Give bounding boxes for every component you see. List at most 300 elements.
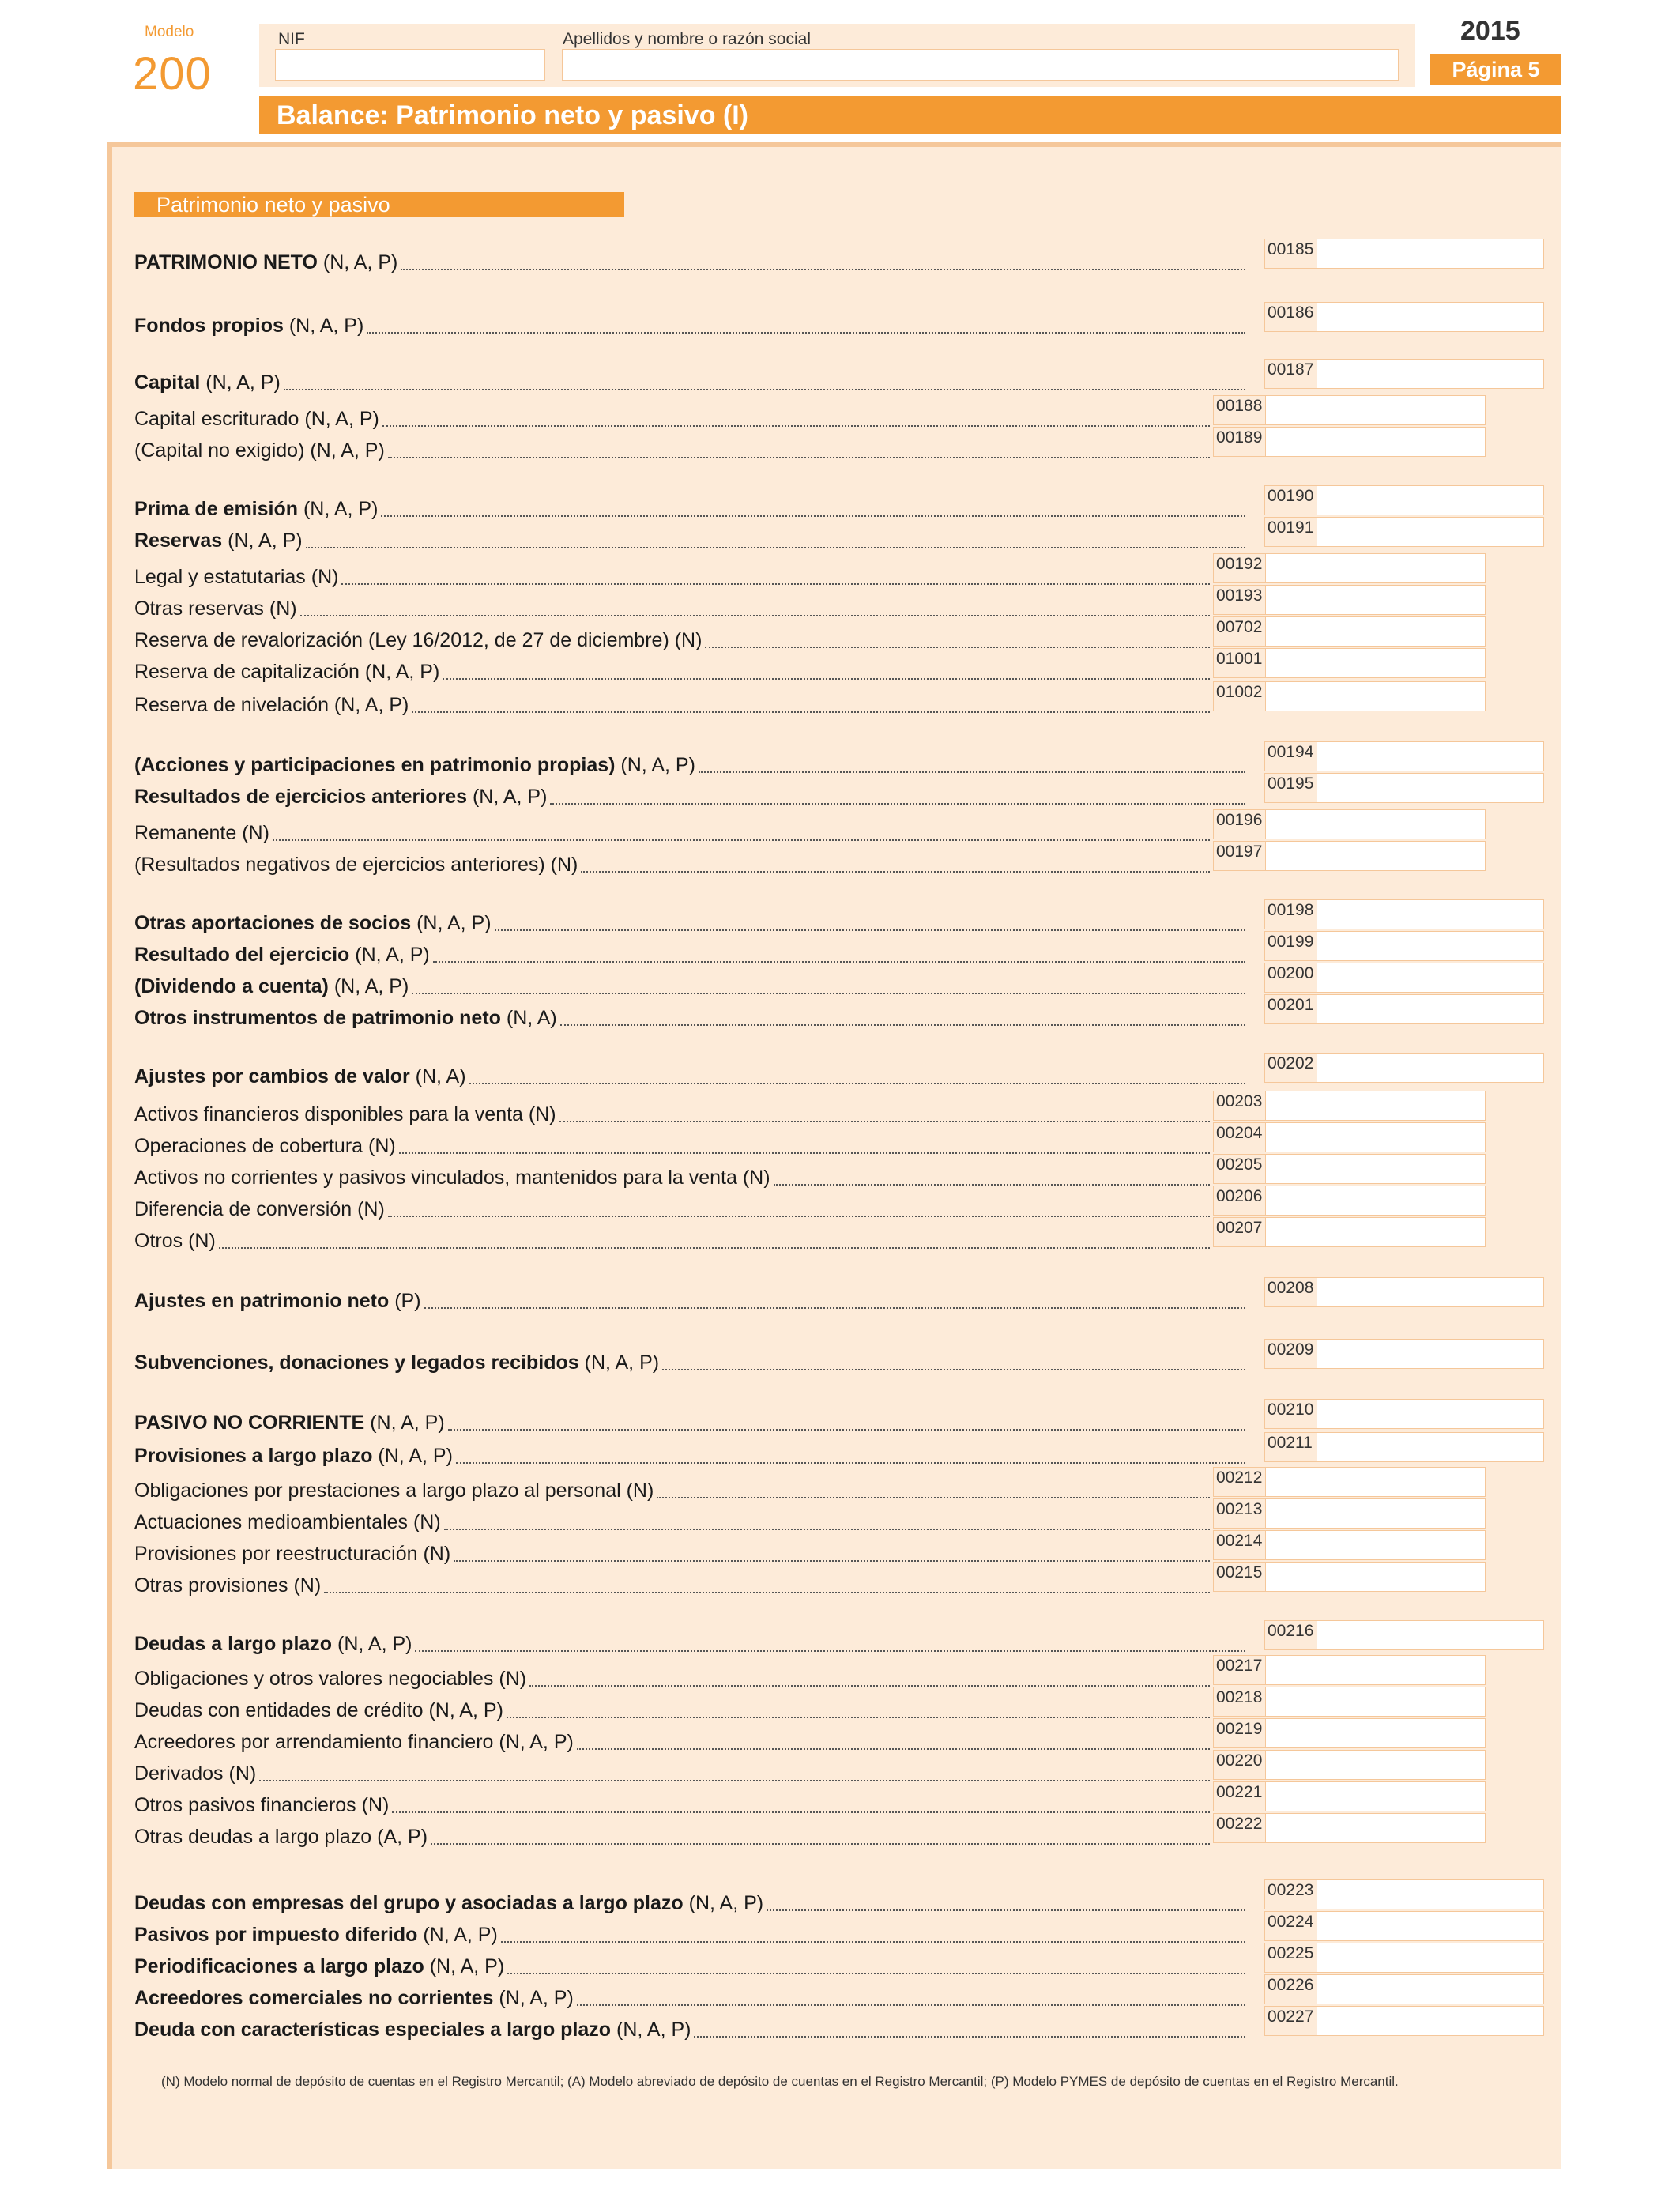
row-label-text: (N, A, P) — [615, 754, 695, 776]
form-row — [134, 1004, 1249, 1032]
box-code: 00212 — [1214, 1468, 1266, 1496]
amount-field[interactable] — [1213, 1530, 1486, 1560]
row-label-text: (N, A) — [409, 1065, 466, 1088]
box-code: 00202 — [1265, 1054, 1317, 1082]
form-row — [134, 1163, 1213, 1192]
box-code: 00200 — [1265, 963, 1317, 992]
form-row — [134, 1227, 1213, 1255]
box-code: 00216 — [1265, 1621, 1317, 1649]
row-label — [134, 1696, 503, 1725]
amount-field[interactable] — [1213, 1750, 1486, 1780]
box-code: 00186 — [1265, 303, 1317, 331]
dot-leader — [443, 678, 1210, 680]
form-row — [134, 1540, 1213, 1568]
dot-leader — [454, 1560, 1210, 1562]
row-label-bold: Ajustes en patrimonio neto — [134, 1290, 390, 1312]
row-label-text: Otros pasivos financieros (N) — [134, 1794, 390, 1816]
row-label-text: Reserva de revalorización (Ley 16/2012, de 27 de diciembre) (N) — [134, 629, 703, 651]
amount-field[interactable] — [1264, 931, 1544, 961]
box-code: 00219 — [1214, 1719, 1266, 1747]
box-code: 00220 — [1214, 1751, 1266, 1779]
box-code: 00199 — [1265, 932, 1317, 960]
row-label — [134, 782, 547, 811]
amount-field[interactable] — [1213, 395, 1486, 425]
row-label — [134, 1630, 412, 1658]
form-row — [134, 1952, 1249, 1981]
row-label-text: (N, A, P) — [364, 1412, 445, 1434]
row-label-bold: Subvenciones, donaciones y legados recibidos — [134, 1351, 579, 1374]
row-label — [134, 626, 702, 654]
row-label-text: (N, A, P) — [411, 912, 492, 934]
dot-leader — [657, 1497, 1210, 1498]
amount-field[interactable] — [1213, 841, 1486, 871]
row-label-text: (N, A, P) — [200, 371, 281, 394]
form-row — [134, 1630, 1249, 1658]
box-code: 00226 — [1265, 1975, 1317, 2004]
row-label — [134, 972, 409, 1001]
row-label-text: Otras reservas (N) — [134, 598, 297, 620]
row-label — [134, 1540, 450, 1568]
row-label-text: Deudas con entidades de crédito (N, A, P) — [134, 1699, 503, 1721]
amount-field[interactable] — [1213, 585, 1486, 615]
row-label — [134, 1921, 498, 1949]
form-row — [134, 1408, 1249, 1437]
amount-field[interactable] — [1264, 359, 1544, 389]
form-row — [134, 1664, 1213, 1693]
form-row — [134, 1442, 1249, 1470]
row-label-bold: Ajustes por cambios de valor — [134, 1065, 410, 1088]
row-label-bold: Capital — [134, 371, 201, 394]
amount-field[interactable] — [1213, 681, 1486, 711]
name-field[interactable] — [562, 49, 1399, 81]
dot-leader — [550, 803, 1245, 805]
amount-field[interactable] — [1213, 1122, 1486, 1152]
row-label — [134, 1759, 256, 1788]
form-row — [134, 1062, 1249, 1091]
row-label — [134, 248, 397, 277]
box-code: 00194 — [1265, 742, 1317, 771]
box-code: 00227 — [1265, 2007, 1317, 2035]
row-label-text: (N, A, P) — [683, 1892, 764, 1914]
row-label — [134, 751, 695, 779]
row-label-bold: Resultado del ejercicio — [134, 944, 350, 966]
amount-field[interactable] — [1213, 427, 1486, 457]
row-label — [134, 526, 303, 555]
form-row — [134, 1195, 1213, 1223]
form-row — [134, 1476, 1213, 1505]
form-row — [134, 972, 1249, 1001]
amount-field[interactable] — [1213, 648, 1486, 678]
form-row — [134, 691, 1213, 719]
amount-field[interactable] — [1264, 485, 1544, 515]
row-label — [134, 1952, 504, 1981]
modelo-label: Modelo — [145, 24, 194, 40]
box-code: 00207 — [1214, 1218, 1266, 1246]
row-label — [134, 436, 385, 465]
row-label — [134, 1348, 659, 1377]
row-label-text: (Capital no exigido) (N, A, P) — [134, 439, 385, 462]
row-label-bold: Deuda con características especiales a largo plazo — [134, 2019, 612, 2041]
row-label-bold: Pasivos por impuesto diferido — [134, 1924, 418, 1946]
box-code: 00193 — [1214, 586, 1266, 614]
box-code: 00208 — [1265, 1278, 1317, 1306]
row-label-bold: Reservas — [134, 530, 223, 552]
amount-field[interactable] — [1264, 1974, 1544, 2004]
row-label-text: Otras deudas a largo plazo (A, P) — [134, 1826, 428, 1848]
year: 2015 — [1460, 16, 1520, 46]
row-label — [134, 1408, 445, 1437]
form-row — [134, 782, 1249, 811]
dot-leader — [388, 457, 1210, 458]
dot-leader — [284, 389, 1245, 390]
row-label-text: Diferencia de conversión (N) — [134, 1198, 385, 1220]
form-row — [134, 850, 1213, 879]
amount-field[interactable] — [1264, 1432, 1544, 1462]
box-code: 00224 — [1265, 1912, 1317, 1940]
row-label — [134, 1664, 526, 1693]
row-label-text: Reserva de nivelación (N, A, P) — [134, 694, 409, 716]
dot-leader — [529, 1685, 1210, 1687]
amount-field[interactable] — [1264, 1053, 1544, 1083]
row-label-text: Capital escriturado (N, A, P) — [134, 408, 379, 430]
row-label — [134, 1163, 770, 1192]
row-label — [134, 1728, 574, 1756]
row-label — [134, 311, 363, 340]
dot-leader — [501, 1941, 1245, 1943]
dot-leader — [559, 1121, 1210, 1122]
dot-leader — [456, 1462, 1245, 1464]
dot-leader — [662, 1369, 1245, 1370]
row-label-bold: Otras aportaciones de socios — [134, 912, 412, 934]
row-label-bold: PATRIMONIO NETO — [134, 251, 318, 273]
row-label-text: (N, A, P) — [424, 1955, 505, 1977]
dot-leader — [507, 1973, 1245, 1974]
amount-field[interactable] — [1264, 1943, 1544, 1973]
form-row — [134, 311, 1249, 340]
row-label-bold: Prima de emisión — [134, 498, 299, 520]
box-code: 00214 — [1214, 1531, 1266, 1559]
amount-field[interactable] — [1264, 1879, 1544, 1909]
box-code: 00201 — [1265, 995, 1317, 1023]
row-label — [134, 2015, 691, 2044]
row-label-text: (N, A, P) — [467, 786, 548, 808]
row-label — [134, 1100, 556, 1129]
row-label-bold: (Dividendo a cuenta) — [134, 975, 329, 997]
row-label-text: (N, A, P) — [578, 1351, 660, 1374]
form-row — [134, 368, 1249, 397]
dot-leader — [469, 1083, 1245, 1084]
row-label — [134, 1287, 421, 1315]
row-label — [134, 495, 378, 523]
amount-field[interactable] — [1264, 773, 1544, 803]
form-row — [134, 751, 1249, 779]
row-label-text: Operaciones de cobertura (N) — [134, 1135, 396, 1157]
row-label-text: (N, A, P) — [611, 2019, 691, 2041]
dot-leader — [259, 1780, 1210, 1781]
dot-leader — [381, 515, 1245, 517]
page-badge: Página 5 — [1430, 54, 1561, 85]
row-label-bold: Fondos propios — [134, 315, 284, 337]
row-label-text: (N, A, P) — [317, 251, 398, 273]
dot-leader — [424, 1307, 1245, 1309]
row-label — [134, 819, 269, 847]
dot-leader — [392, 1811, 1210, 1813]
dot-leader — [577, 2004, 1245, 2006]
row-label — [134, 1791, 389, 1819]
amount-field[interactable] — [1213, 1718, 1486, 1748]
row-label-text: (N, A, P) — [298, 498, 379, 520]
amount-field[interactable] — [1264, 741, 1544, 771]
amount-field[interactable] — [1213, 1687, 1486, 1717]
row-label-text: (N, A, P) — [283, 315, 364, 337]
form-row — [134, 563, 1213, 591]
amount-field[interactable] — [1213, 616, 1486, 647]
box-code: 00223 — [1265, 1880, 1317, 1909]
dot-leader — [507, 1717, 1210, 1718]
amount-field[interactable] — [1264, 1277, 1544, 1307]
box-code: 00204 — [1214, 1123, 1266, 1152]
row-label-text: (N, A, P) — [372, 1445, 453, 1467]
row-label-text: (N, A, P) — [493, 1987, 574, 2009]
row-label-text: (N, A, P) — [328, 975, 409, 997]
row-label — [134, 1442, 453, 1470]
row-label — [134, 563, 338, 591]
modelo-number: 200 — [133, 48, 212, 100]
box-code: 00206 — [1214, 1186, 1266, 1215]
dot-leader — [705, 647, 1210, 648]
box-code: 00192 — [1214, 554, 1266, 582]
row-label-text: Actuaciones medioambientales (N) — [134, 1511, 441, 1533]
box-code: 00196 — [1214, 810, 1266, 839]
box-code: 00188 — [1214, 396, 1266, 424]
row-label — [134, 1004, 557, 1032]
amount-field[interactable] — [1264, 963, 1544, 993]
box-code: 01002 — [1214, 682, 1266, 711]
row-label-bold: Deudas a largo plazo — [134, 1633, 333, 1655]
amount-field[interactable] — [1264, 1911, 1544, 1941]
box-code: 00211 — [1265, 1433, 1317, 1461]
dot-leader — [448, 1429, 1245, 1431]
row-label — [134, 1062, 466, 1091]
form-row — [134, 1696, 1213, 1725]
row-label-text: (Resultados negativos de ejercicios anteriores) (N) — [134, 854, 578, 876]
amount-field[interactable] — [1213, 1562, 1486, 1592]
row-label — [134, 1132, 396, 1160]
dot-leader — [399, 1152, 1210, 1154]
amount-field[interactable] — [1213, 1781, 1486, 1811]
dot-leader — [401, 269, 1245, 270]
amount-field[interactable] — [1213, 1154, 1486, 1184]
form-row — [134, 1889, 1249, 1917]
row-label-bold: Resultados de ejercicios anteriores — [134, 786, 468, 808]
amount-field[interactable] — [1213, 553, 1486, 583]
row-label — [134, 1195, 385, 1223]
form-row — [134, 658, 1213, 686]
amount-field[interactable] — [1264, 239, 1544, 269]
dot-leader — [577, 1748, 1210, 1750]
nif-field[interactable] — [275, 49, 545, 81]
name-label: Apellidos y nombre o razón social — [563, 30, 811, 48]
form-row — [134, 1921, 1249, 1949]
box-code: 00191 — [1265, 518, 1317, 546]
box-code: 00198 — [1265, 900, 1317, 929]
amount-field[interactable] — [1264, 1339, 1544, 1369]
dot-leader — [273, 839, 1210, 841]
box-code: 00210 — [1265, 1400, 1317, 1428]
form-row — [134, 594, 1213, 623]
row-label-bold: Acreedores comerciales no corrientes — [134, 1987, 494, 2009]
box-code: 00197 — [1214, 842, 1266, 870]
form-row — [134, 1132, 1213, 1160]
row-label-bold: Provisiones a largo plazo — [134, 1445, 373, 1467]
row-label-text: Activos no corrientes y pasivos vinculados, mantenidos para la venta (N) — [134, 1167, 770, 1189]
row-label-text: Otros (N) — [134, 1230, 216, 1252]
dot-leader — [300, 615, 1210, 616]
amount-field[interactable] — [1264, 1399, 1544, 1429]
amount-field[interactable] — [1213, 1498, 1486, 1529]
row-label — [134, 405, 379, 433]
box-code: 00215 — [1214, 1563, 1266, 1591]
amount-field[interactable] — [1264, 517, 1544, 547]
row-label-text: (N, A, P) — [222, 530, 303, 552]
box-code: 00225 — [1265, 1943, 1317, 1972]
form-row — [134, 941, 1249, 969]
dot-leader — [699, 771, 1245, 773]
box-code: 00218 — [1214, 1687, 1266, 1716]
form-row — [134, 526, 1249, 555]
amount-field[interactable] — [1213, 1091, 1486, 1121]
form-row — [134, 626, 1213, 654]
form-row — [134, 1791, 1213, 1819]
dot-leader — [444, 1529, 1210, 1530]
box-code: 00205 — [1214, 1155, 1266, 1183]
form-row — [134, 1571, 1213, 1600]
row-label-text: Legal y estatutarias (N) — [134, 566, 339, 588]
amount-field[interactable] — [1264, 1620, 1544, 1650]
dot-leader — [412, 993, 1245, 994]
box-code: 00187 — [1265, 360, 1317, 388]
dot-leader — [581, 871, 1210, 873]
row-label — [134, 658, 439, 686]
form-row — [134, 1348, 1249, 1377]
row-label-text: (N, A, P) — [417, 1924, 498, 1946]
amount-field[interactable] — [1264, 899, 1544, 929]
row-label-text: Derivados (N) — [134, 1762, 257, 1785]
dot-leader — [415, 1650, 1245, 1652]
dot-leader — [388, 1216, 1210, 1217]
row-label-bold: PASIVO NO CORRIENTE — [134, 1412, 365, 1434]
amount-field[interactable] — [1213, 1655, 1486, 1685]
row-label-text: Remanente (N) — [134, 822, 269, 844]
box-code: 00209 — [1265, 1340, 1317, 1368]
nif-label: NIF — [278, 30, 305, 48]
form-row — [134, 1984, 1249, 2012]
amount-field[interactable] — [1213, 1217, 1486, 1247]
dot-leader — [306, 547, 1245, 548]
box-code: 01001 — [1214, 649, 1266, 677]
page-title: Balance: Patrimonio neto y pasivo (I) — [259, 96, 1561, 134]
row-label — [134, 594, 297, 623]
form-row — [134, 405, 1213, 433]
dot-leader — [341, 583, 1210, 585]
row-label — [134, 1227, 216, 1255]
box-code: 00702 — [1214, 617, 1266, 646]
box-code: 00213 — [1214, 1499, 1266, 1528]
form-row — [134, 1508, 1213, 1536]
dot-leader — [382, 425, 1210, 427]
dot-leader — [219, 1247, 1210, 1249]
form-row — [134, 1759, 1213, 1788]
dot-leader — [560, 1024, 1245, 1026]
dot-leader — [431, 1843, 1210, 1845]
row-label — [134, 1823, 428, 1851]
row-label-bold: (Acciones y participaciones en patrimonio propias) — [134, 754, 616, 776]
row-label-text: Activos financieros disponibles para la venta (N) — [134, 1103, 556, 1125]
row-label-bold: Periodificaciones a largo plazo — [134, 1955, 424, 1977]
dot-leader — [694, 2036, 1245, 2038]
amount-field[interactable] — [1213, 1186, 1486, 1216]
amount-field[interactable] — [1213, 809, 1486, 839]
row-label — [134, 1476, 654, 1505]
row-label — [134, 691, 409, 719]
dot-leader — [495, 929, 1245, 931]
dot-leader — [774, 1184, 1210, 1186]
row-label-text: (P) — [389, 1290, 421, 1312]
box-code: 00195 — [1265, 774, 1317, 802]
row-label-text: Acreedores por arrendamiento financiero (N, A, P) — [134, 1731, 574, 1753]
box-code: 00221 — [1214, 1782, 1266, 1811]
amount-field[interactable] — [1213, 1813, 1486, 1843]
row-label — [134, 1508, 441, 1536]
row-label — [134, 1889, 763, 1917]
amount-field[interactable] — [1264, 302, 1544, 332]
row-label — [134, 1571, 321, 1600]
row-label-text: (N, A, P) — [332, 1633, 412, 1655]
box-code: 00203 — [1214, 1091, 1266, 1120]
row-label-text: (N, A) — [500, 1007, 557, 1029]
row-label-text: Provisiones por reestructuración (N) — [134, 1543, 451, 1565]
row-label — [134, 941, 430, 969]
identification-header — [259, 24, 1415, 87]
row-label-bold: Deudas con empresas del grupo y asociadas a largo plazo — [134, 1892, 684, 1914]
amount-field[interactable] — [1264, 994, 1544, 1024]
box-code: 00217 — [1214, 1656, 1266, 1684]
row-label — [134, 1984, 574, 2012]
dot-leader — [412, 711, 1210, 713]
dot-leader — [324, 1592, 1210, 1593]
box-code: 00190 — [1265, 486, 1317, 515]
dot-leader — [767, 1909, 1245, 1911]
amount-field[interactable] — [1264, 2006, 1544, 2036]
footnote: (N) Modelo normal de depósito de cuentas en el Registro Mercantil; (A) Modelo abreviado de depósito de cuentas en el Registro Mercantil; (P) Modelo PYMES de depósito de cuentas en el Registro Mercantil. — [161, 2074, 1399, 2089]
row-label-text: Otras provisiones (N) — [134, 1574, 322, 1596]
form-row — [134, 1823, 1213, 1851]
row-label-text: (N, A, P) — [349, 944, 430, 966]
form-row — [134, 1287, 1249, 1315]
dot-leader — [433, 961, 1245, 963]
form-row — [134, 1100, 1213, 1129]
row-label-text: Obligaciones y otros valores negociables (N) — [134, 1668, 527, 1690]
form-row — [134, 1728, 1213, 1756]
form-row — [134, 495, 1249, 523]
box-code: 00189 — [1214, 428, 1266, 456]
form-row — [134, 2015, 1249, 2044]
form-row — [134, 819, 1213, 847]
amount-field[interactable] — [1213, 1467, 1486, 1497]
row-label — [134, 368, 281, 397]
form-row — [134, 248, 1249, 277]
row-label-text: Reserva de capitalización (N, A, P) — [134, 661, 440, 683]
